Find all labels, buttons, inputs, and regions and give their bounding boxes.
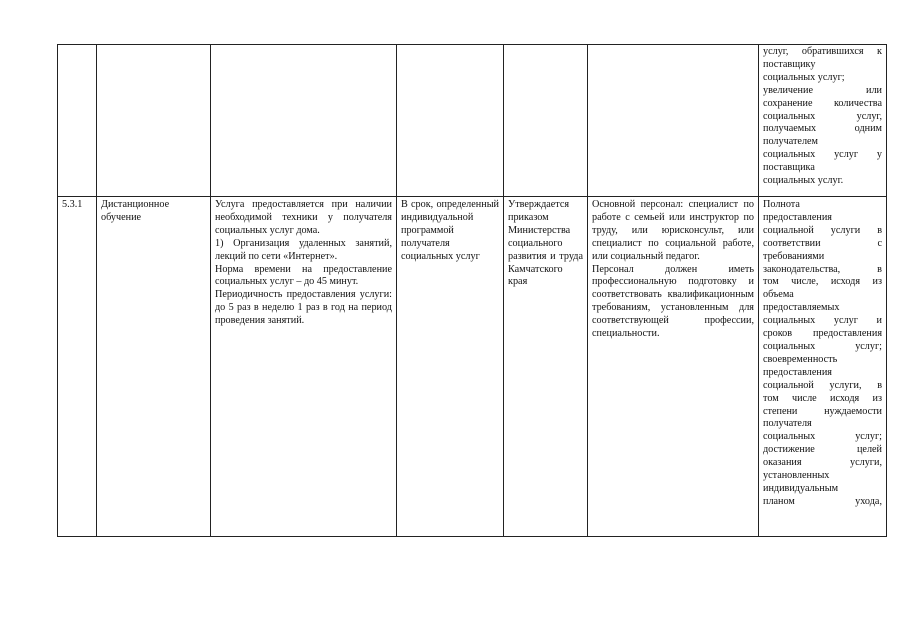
text-line: социальных услуг.: [763, 175, 844, 187]
text-line: Полнота: [763, 199, 800, 210]
text-line: социальных услуг;: [763, 431, 882, 443]
text-line: социальных услуг;: [763, 71, 845, 83]
text-line: оказания услуги,: [763, 457, 882, 469]
text-line: объема: [763, 289, 794, 301]
conditions-paragraph: Персонал должен иметь профессиональную подготовку и соответствовать квалификационным требованиям, установленным для соответствующей профессии, специальности.: [592, 263, 754, 340]
table-row-continuation: [58, 45, 887, 197]
text-line: том числе, исходя из: [763, 276, 882, 288]
text-line: получателем: [763, 136, 818, 148]
text-line: индивидуальным: [763, 482, 839, 494]
cell-empty: [504, 45, 588, 197]
cell-empty: [397, 45, 504, 197]
conditions-paragraph: Основной персонал: специалист по работе с семьей или инструктор по труду, или юрисконсульт, или специалист по социальной работе, или социальный педагог.: [592, 199, 754, 262]
text-line: получаемых одним: [763, 123, 882, 135]
text-line: планом ухода,: [763, 495, 882, 507]
text-line: том числе исходя из: [763, 392, 882, 404]
cell-empty: [58, 45, 97, 197]
text-line: своевременность: [763, 353, 838, 365]
text-line: социальных услуг;: [763, 340, 882, 352]
description-paragraph: 1) Организация удаленных занятий, лекций по сети «Интернет».: [215, 237, 392, 262]
text-line: социальной услуги, в: [763, 379, 882, 391]
cell-service-name: Дистанционное обучение: [97, 197, 211, 537]
text-line: достижение целей: [763, 444, 882, 456]
description-paragraph: Норма времени на предоставление социальных услуг – до 45 минут.: [215, 263, 392, 288]
cell-empty: [211, 45, 397, 197]
cell-indicators: [759, 197, 887, 537]
text-line: социальных услуг,: [763, 110, 882, 122]
text-line: социальной услуги в: [763, 224, 882, 236]
text-line: поставщику: [763, 58, 816, 70]
cell-conditions: [588, 197, 759, 537]
table-row-service: [58, 197, 887, 537]
cell-empty: [97, 45, 211, 197]
text-line: соответствии с: [763, 237, 882, 249]
text-line: социальных услуг и: [763, 315, 882, 327]
text-line: предоставления: [763, 211, 832, 223]
text-line: предоставления: [763, 366, 832, 378]
cell-description: [211, 197, 397, 537]
text-line: социальных услуг у: [763, 149, 882, 161]
cell-tariff: Утверждается приказом Министерства социального развития и труда Камчатского края: [504, 197, 588, 537]
cell-term: В срок, определенный индивидуальной программой получателя социальных услуг: [397, 197, 504, 537]
text-line: услуг, обратившихся к: [763, 46, 882, 57]
description-paragraph: Периодичность предоставления услуги: до 5 раз в неделю 1 раз в год на период проведения занятий.: [215, 289, 392, 327]
text-line: получателя: [763, 418, 812, 430]
text-line: установленных: [763, 470, 830, 482]
text-line: сроков предоставления: [763, 328, 882, 340]
text-line: степени нуждаемости: [763, 405, 882, 417]
text-line: предоставляемых: [763, 302, 840, 314]
text-line: поставщика: [763, 162, 815, 174]
description-paragraph: Услуга предоставляется при наличии необходимой техники у получателя социальных услуг дома.: [215, 199, 392, 236]
text-line: увеличение или: [763, 84, 882, 96]
cell-indicators-continued: [759, 45, 887, 197]
cell-number: 5.3.1: [58, 197, 97, 537]
text-line: требованиями: [763, 250, 825, 262]
cell-empty: [588, 45, 759, 197]
services-table: [57, 44, 887, 537]
text-line: сохранение количества: [763, 97, 882, 109]
text-line: законодательства, в: [763, 263, 882, 275]
